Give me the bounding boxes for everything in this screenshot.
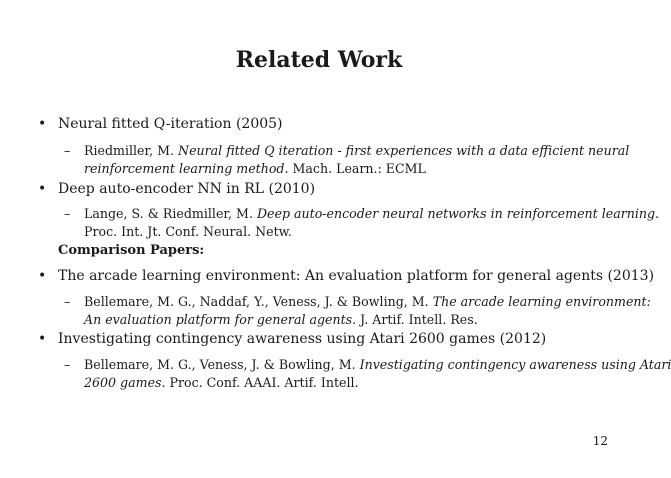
reference-title-cont: 2600 games. xyxy=(84,375,166,390)
reference-line xyxy=(84,311,612,329)
dash-marker: – xyxy=(64,143,71,158)
bullet-marker: • xyxy=(38,268,47,284)
slide-title: Related Work xyxy=(235,47,403,73)
bullet-marker: • xyxy=(38,116,47,132)
reference-venue: Proc. Conf. AAAI. Artif. Intell. xyxy=(165,375,359,390)
reference-authors: Riedmiller, M. xyxy=(84,143,179,158)
reference-authors: Bellemare, M. G., Naddaf, Y., Veness, J. & Bowling, M. xyxy=(84,294,433,309)
page-number: 12 xyxy=(592,434,608,448)
reference-venue: . Mach. Learn.: ECML xyxy=(284,161,426,176)
reference-authors: Bellemare, M. G., Veness, J. & Bowling, M. xyxy=(84,357,360,372)
reference-venue: J. Artif. Intell. Res. xyxy=(356,312,478,327)
reference-line xyxy=(84,142,630,160)
bullet-text: Neural fitted Q-iteration (2005) xyxy=(58,116,283,132)
reference-authors: Lange, S. & Riedmiller, M. xyxy=(84,206,257,221)
bullet-text: The arcade learning environment: An evaluation platform for general agents (2013) xyxy=(58,268,655,284)
bullet-marker: • xyxy=(38,181,47,197)
reference-line xyxy=(84,374,612,392)
reference-line xyxy=(84,205,660,223)
reference-title: Investigating contingency awareness using Atari xyxy=(359,357,671,372)
bullet-text: Investigating contingency awareness using Atari 2600 games (2012) xyxy=(58,331,547,347)
bullet-text: Deep auto-encoder NN in RL (2010) xyxy=(58,181,316,197)
dash-marker: – xyxy=(64,357,71,372)
reference-line xyxy=(84,293,651,311)
reference-line xyxy=(84,356,671,374)
reference-line xyxy=(84,160,612,178)
reference-title: Deep auto-encoder neural networks in reinforcement learning. xyxy=(256,206,660,221)
reference-line xyxy=(84,223,612,241)
reference-title: The arcade learning environment: xyxy=(432,294,651,309)
dash-marker: – xyxy=(64,206,71,221)
reference-venue: Proc. Int. Jt. Conf. Neural. Netw. xyxy=(84,224,292,239)
reference-title-cont: reinforcement learning method xyxy=(84,161,285,176)
section-label: Comparison Papers: xyxy=(58,243,205,258)
dash-marker: – xyxy=(64,294,71,309)
reference-title: Neural fitted Q iteration - first experiences with a data efficient neural xyxy=(178,143,630,158)
bullet-marker: • xyxy=(38,331,47,347)
reference-title-cont: An evaluation platform for general agents. xyxy=(84,312,357,327)
